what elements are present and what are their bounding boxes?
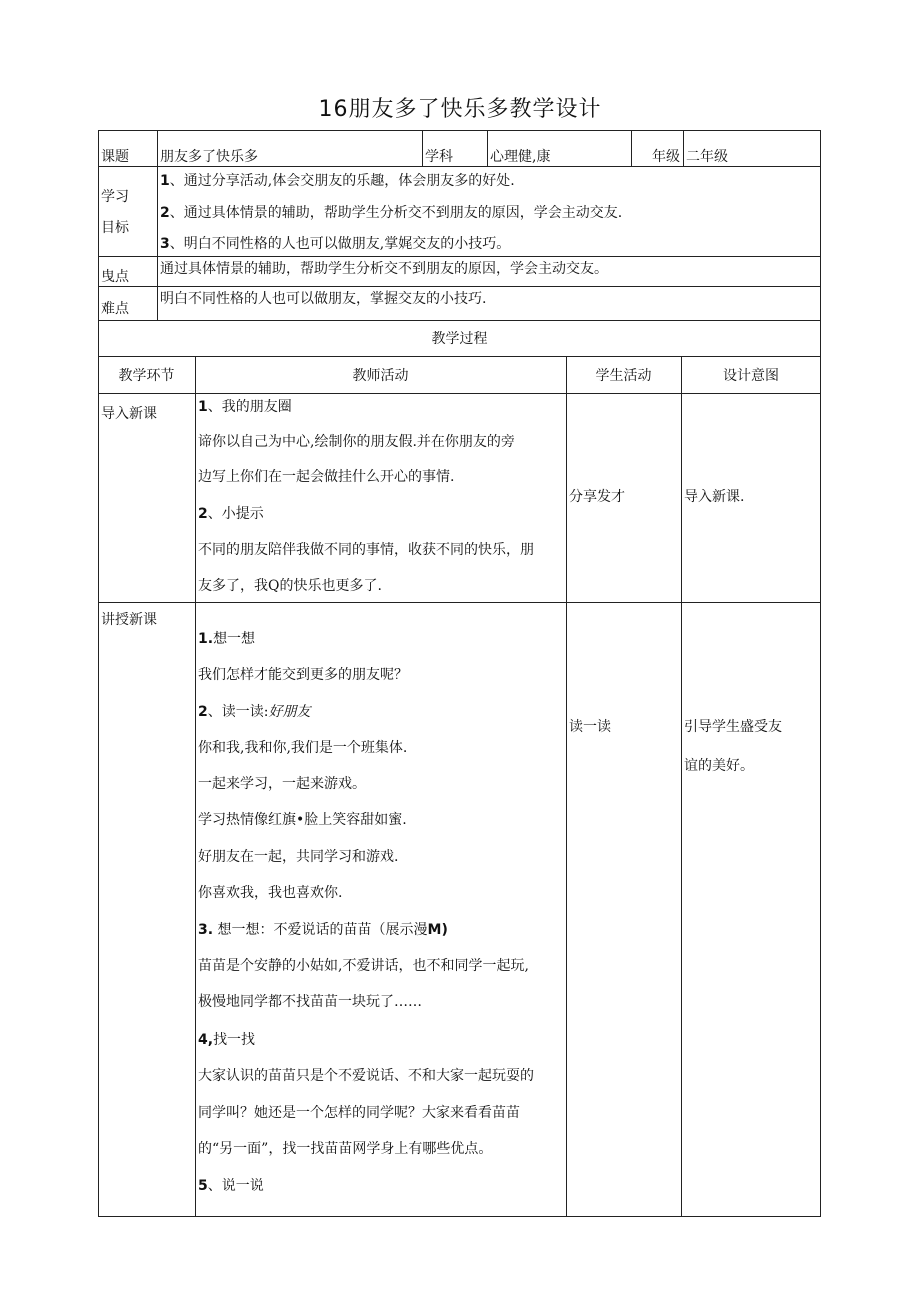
stage-label: 讲授新课 bbox=[101, 612, 157, 628]
column-header: 设计意图 bbox=[723, 368, 779, 384]
row-divider bbox=[98, 286, 821, 287]
subject-title-label: 课题 bbox=[101, 149, 129, 165]
column-header: 学生活动 bbox=[595, 368, 652, 384]
stage-label: 导入新课 bbox=[101, 406, 157, 422]
difficult-point-label: 难点 bbox=[101, 301, 129, 317]
col-divider bbox=[487, 130, 488, 166]
process-title: 教学过程 bbox=[431, 331, 488, 347]
teacher-activity-line: 学习热情像红旗•脸上笑容甜如蜜. bbox=[198, 812, 407, 828]
design-intent: 谊的美好。 bbox=[684, 758, 754, 774]
teacher-activity-line: 2、小提示 bbox=[198, 506, 264, 522]
discipline-label: 学科 bbox=[425, 149, 453, 165]
design-intent: 引导学生盛受友 bbox=[684, 719, 782, 735]
col-divider bbox=[422, 130, 423, 166]
row-divider bbox=[98, 393, 821, 394]
objective-item: 3、明白不同性格的人也可以做朋友,掌娓交友的小技巧。 bbox=[160, 236, 511, 252]
col-divider bbox=[157, 130, 158, 320]
key-point-text: 通过具体情景的辅助，帮助学生分析交不到朋友的原因，学会主动交友。 bbox=[160, 261, 608, 277]
teacher-activity-line: 3. 想一想：不爱说话的苗苗（展示漫M) bbox=[198, 922, 448, 938]
objective-item: 2、通过具体情景的辅助，帮助学生分析交不到朋友的原因，学会主动交友. bbox=[160, 205, 623, 221]
col-divider bbox=[681, 356, 682, 1217]
teacher-activity-line: 友多了，我Q的快乐也更多了. bbox=[198, 578, 382, 594]
teacher-activity-line: 谛你以自己为中心,绘制你的朋友假.并在你朋友的旁 bbox=[198, 434, 515, 450]
teacher-activity-line: 1.想一想 bbox=[198, 631, 256, 647]
teacher-activity-line: 好朋友在一起，共同学习和游戏. bbox=[198, 849, 399, 865]
col-divider bbox=[195, 356, 196, 1217]
teacher-activity-line: 边写上你们在一起会做挂什么开心的事情. bbox=[198, 469, 455, 485]
grade-value: 二年级 bbox=[686, 149, 728, 165]
teacher-activity-line: 同学叫？她还是一个怎样的同学呢？大家来看看苗苗 bbox=[198, 1105, 520, 1121]
column-header: 教学环节 bbox=[118, 368, 175, 384]
teacher-activity-line: 极慢地同学都不找苗苗一块玩了…… bbox=[198, 994, 422, 1010]
objective-item: 1、通过分享活动,体会交朋友的乐趣，体会朋友多的好处. bbox=[160, 173, 515, 189]
student-activity: 分享发才 bbox=[569, 489, 625, 505]
subject-title-value: 朋友多了快乐多 bbox=[160, 149, 258, 165]
design-intent: 导入新课. bbox=[684, 489, 745, 505]
teacher-activity-line: 不同的朋友陪伴我做不同的事情，收获不同的快乐，朋 bbox=[198, 542, 534, 558]
teacher-activity-line: 我们怎样才能交到更多的朋友呢？ bbox=[198, 667, 408, 683]
key-point-label: 曳点 bbox=[101, 269, 129, 285]
teacher-activity-line: 大家认识的苗苗只是个不爱说话、不和大家一起玩耍的 bbox=[198, 1068, 534, 1084]
grade-label: 年级 bbox=[652, 149, 680, 165]
teacher-activity-line: 的“另一面”，找一找苗苗网学身上有哪些优点。 bbox=[198, 1141, 493, 1157]
teacher-activity-line: 苗苗是个安静的小姑如,不爱讲话，也不和同学一起玩, bbox=[198, 958, 529, 974]
teacher-activity-line: 1、我的朋友圈 bbox=[198, 399, 292, 415]
teacher-activity-line: 你和我,我和你,我们是一个班集体. bbox=[198, 740, 408, 756]
student-activity: 读一读 bbox=[569, 719, 611, 735]
teacher-activity-line: 一起来学习，一起来游戏。 bbox=[198, 776, 366, 792]
objectives-label: 目标 bbox=[101, 220, 129, 236]
column-header: 教师活动 bbox=[352, 368, 409, 384]
difficult-point-text: 明白不同性格的人也可以做朋友，掌握交友的小技巧. bbox=[160, 291, 487, 307]
discipline-value: 心理健,康 bbox=[490, 149, 551, 165]
page-title: 16朋友多了快乐多教学设计 bbox=[318, 97, 602, 122]
row-divider bbox=[98, 256, 821, 257]
teacher-activity-line: 4,找一找 bbox=[198, 1032, 256, 1048]
teacher-activity-line: 2、读一读:好朋友 bbox=[198, 704, 311, 720]
col-divider bbox=[631, 130, 632, 166]
col-divider bbox=[683, 130, 684, 166]
teacher-activity-line: 5、说一说 bbox=[198, 1178, 264, 1194]
col-divider bbox=[566, 356, 567, 1217]
row-divider bbox=[98, 356, 821, 357]
row-divider bbox=[98, 166, 821, 167]
row-divider bbox=[98, 320, 821, 321]
objectives-label: 学习 bbox=[101, 189, 129, 205]
row-divider bbox=[98, 602, 821, 603]
teacher-activity-line: 你喜欢我，我也喜欢你. bbox=[198, 885, 343, 901]
